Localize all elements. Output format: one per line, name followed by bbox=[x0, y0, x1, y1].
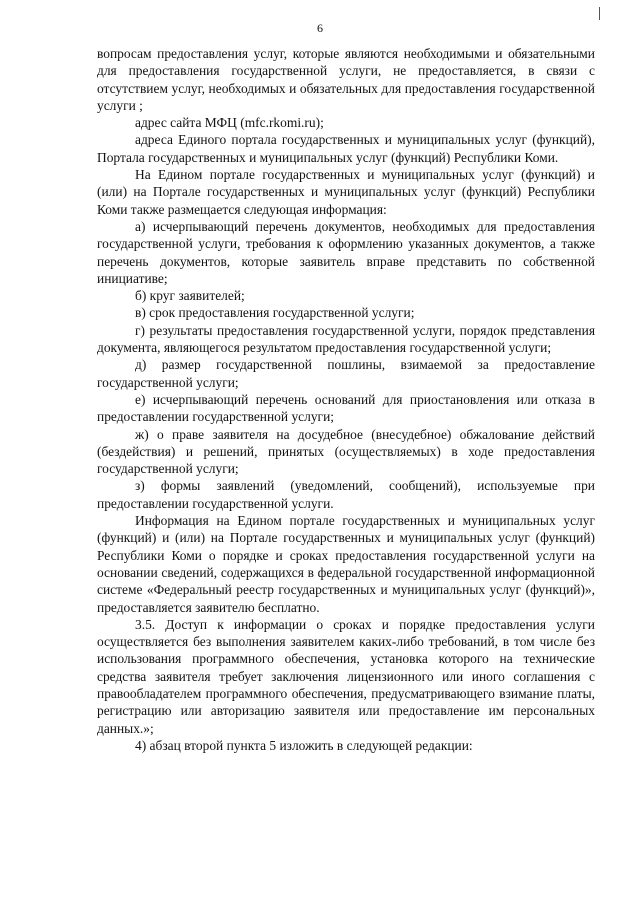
list-item-b: б) круг заявителей; bbox=[135, 288, 245, 304]
list-item-e: е) исчерпывающий перечень оснований для приостановления или отказа в предоставлении государственной услуги; bbox=[97, 391, 595, 425]
page-number: 6 bbox=[317, 21, 323, 35]
list-item-v: в) срок предоставления государственной услуги; bbox=[135, 305, 415, 321]
list-item-z: з) формы заявлений (уведомлений, сообщений), используемые при предоставлении государственной услуги. bbox=[97, 478, 595, 511]
paragraph-mfc-site: адрес сайта МФЦ (mfc.rkomi.ru); bbox=[135, 115, 324, 131]
paragraph-free-info: Информация на Едином портале государственных и муниципальных услуг (функций) и (или) на Портале государственных и муниципальных услуг (функций) Республики Коми о порядке и сроках предоставления государственной услуги на основании сведений, содержащихся в федеральной государственной информационной системе «Федеральный реестр государственных и муниципальных услуг (функций)», предоставляется заявителю бесплатно. bbox=[97, 513, 595, 615]
paragraph-continuation: вопросам предоставления услуг, которые являются необходимыми и обязательными для предоставления государственной услуги, не предоставляется, в связи с отсутствием услуг, необходимых и обязательных для предоставления государственной услуги ; bbox=[97, 46, 595, 113]
scan-mark bbox=[599, 7, 600, 20]
list-item-d: д) размер государственной пошлины, взимаемой за предоставление государственной услуги; bbox=[97, 357, 595, 390]
paragraph-section-3-5: 3.5. Доступ к информации о сроках и порядке предоставления услуги осуществляется без выполнения заявителем каких-либо требований, в том числе без использования программного обеспечения, установка которого на технические средства заявителя требует заключения лицензионного или иного соглашения с правообладателем программного обеспечения, предусматривающего взимание платы, регистрацию или авторизацию заявителя или предоставление им персональных данных.»; bbox=[97, 616, 595, 736]
document-body bbox=[97, 45, 595, 754]
paragraph-portal-addresses: адреса Единого портала государственных и муниципальных услуг (функций), Портала государственных и муниципальных услуг (функций) Республики Коми. bbox=[97, 132, 595, 165]
paragraph-item-4: 4) абзац второй пункта 5 изложить в следующей редакции: bbox=[135, 737, 473, 753]
list-item-zh: ж) о праве заявителя на досудебное (внесудебное) обжалование действий (бездействия) и решений, принятых (осуществляемых) в ходе предоставления государственной услуги; bbox=[97, 426, 595, 477]
paragraph-portal-info-intro: На Едином портале государственных и муниципальных услуг (функций) и (или) на Портале государственных и муниципальных услуг (функций) Республики Коми также размещается следующая информация: bbox=[97, 167, 595, 217]
list-item-g: г) результаты предоставления государственной услуги, порядок представления документа, являющегося результатом предоставления государственной услуги; bbox=[97, 322, 595, 356]
list-item-a: а) исчерпывающий перечень документов, необходимых для предоставления государственной услуги, требования к оформлению указанных документов, а также перечень документов, которые заявитель вправе представить по собственной инициативе; bbox=[97, 218, 595, 286]
